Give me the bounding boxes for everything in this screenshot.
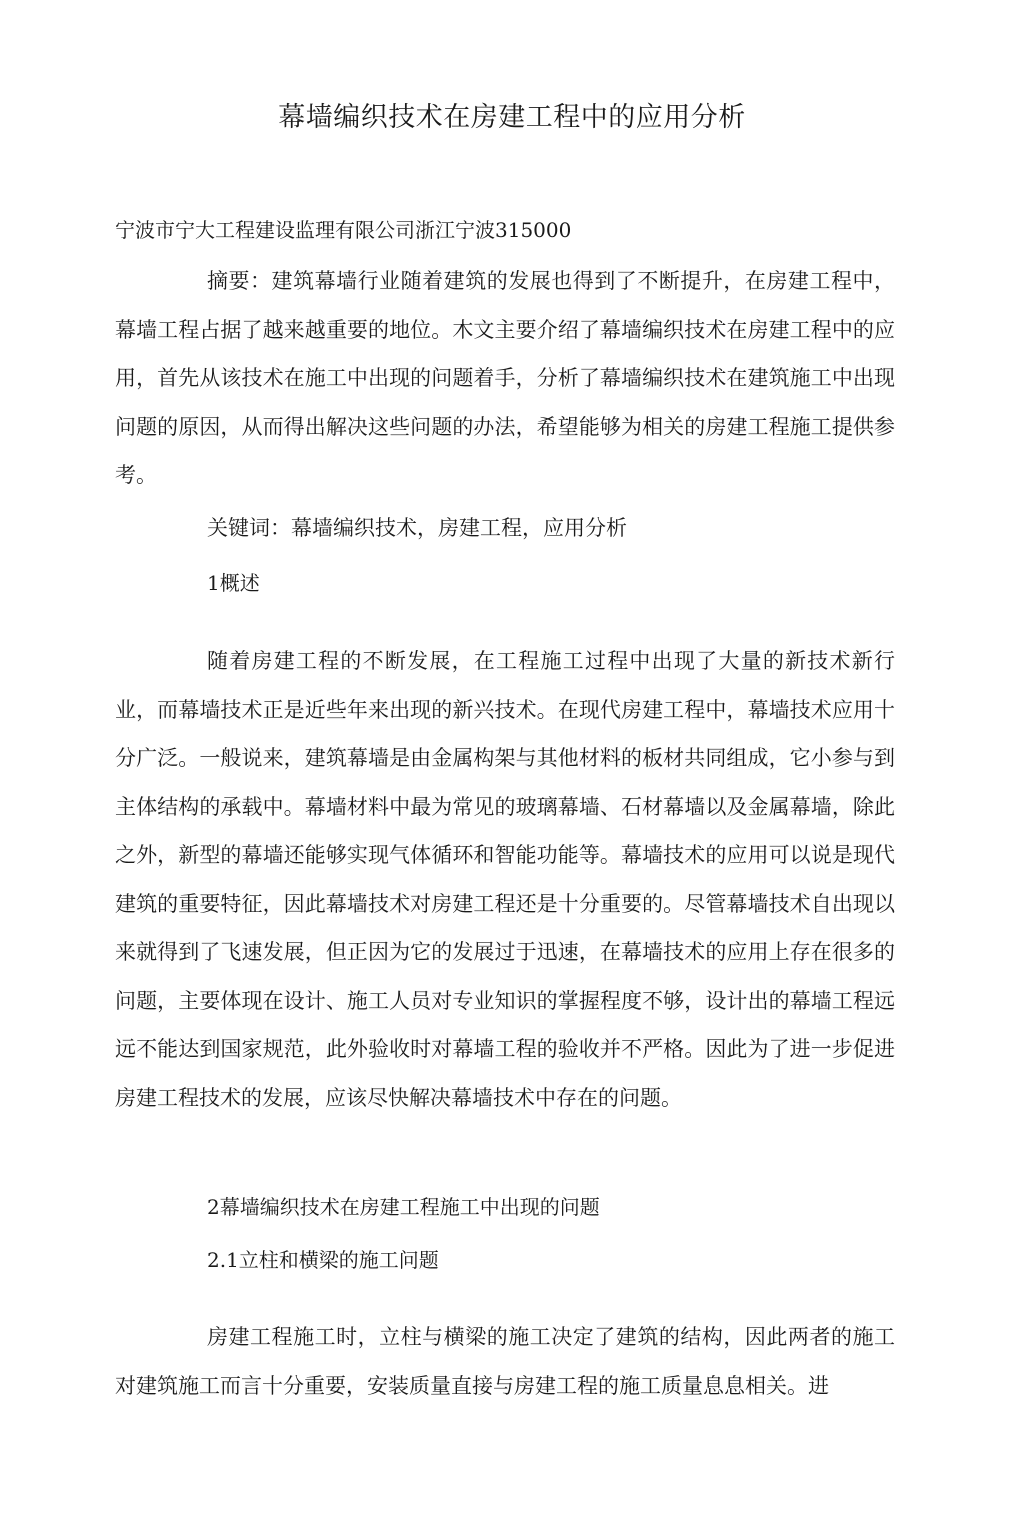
section-2-1-paragraph: 房建工程施工时，立柱与横梁的施工决定了建筑的结构，因此两者的施工对建筑施工而言十分重要，安装质量直接与房建工程的施工质量息息相关。进 <box>115 1325 895 1398</box>
section-1-paragraph: 随着房建工程的不断发展，在工程施工过程中出现了大量的新技术新行业，而幕墙技术正是近些年来出现的新兴技术。在现代房建工程中，幕墙技术应用十分广泛。一般说来，建筑幕墙是由金属构架与其他材料的板材共同组成，它小参与到主体结构的承载中。幕墙材料中最为常见的玻璃幕墙、石材幕墙以及金属幕墙，除此之外，新型的幕墙还能够实现气体循环和智能功能等。幕墙技术的应用可以说是现代建筑的重要特征，因此幕墙技术对房建工程还是十分重要的。尽管幕墙技术自出现以来就得到了飞速发展，但正因为它的发展过于迅速，在幕墙技术的应用上存在很多的问题，主要体现在设计、施工人员对专业知识的掌握程度不够，设计出的幕墙工程远远不能达到国家规范，此外验收时对幕墙工程的验收并不严格。因此为了进一步促进房建工程技术的发展，应该尽快解决幕墙技术中存在的问题。 <box>115 649 895 1110</box>
section-1-heading: 1概述 <box>207 571 260 595</box>
section-2-1-heading: 2.1立柱和横梁的施工问题 <box>207 1248 439 1272</box>
keywords-line: 关键词：幕墙编织技术，房建工程，应用分析 <box>207 516 627 540</box>
author-affiliation: 宁波市宁大工程建设监理有限公司浙江宁波315000 <box>115 218 572 242</box>
document-title: 幕墙编织技术在房建工程中的应用分析 <box>278 102 746 133</box>
abstract-paragraph: 摘要：建筑幕墙行业随着建筑的发展也得到了不断提升，在房建工程中，幕墙工程占据了越来越重要的地位。木文主要介绍了幕墙编织技术在房建工程中的应用，首先从该技术在施工中出现的问题着手，分析了幕墙编织技术在建筑施工中出现问题的原因，从而得出解决这些问题的办法，希望能够为相关的房建工程施工提供参考。 <box>115 269 895 487</box>
section-2-heading: 2幕墙编织技术在房建工程施工中出现的问题 <box>207 1195 600 1219</box>
